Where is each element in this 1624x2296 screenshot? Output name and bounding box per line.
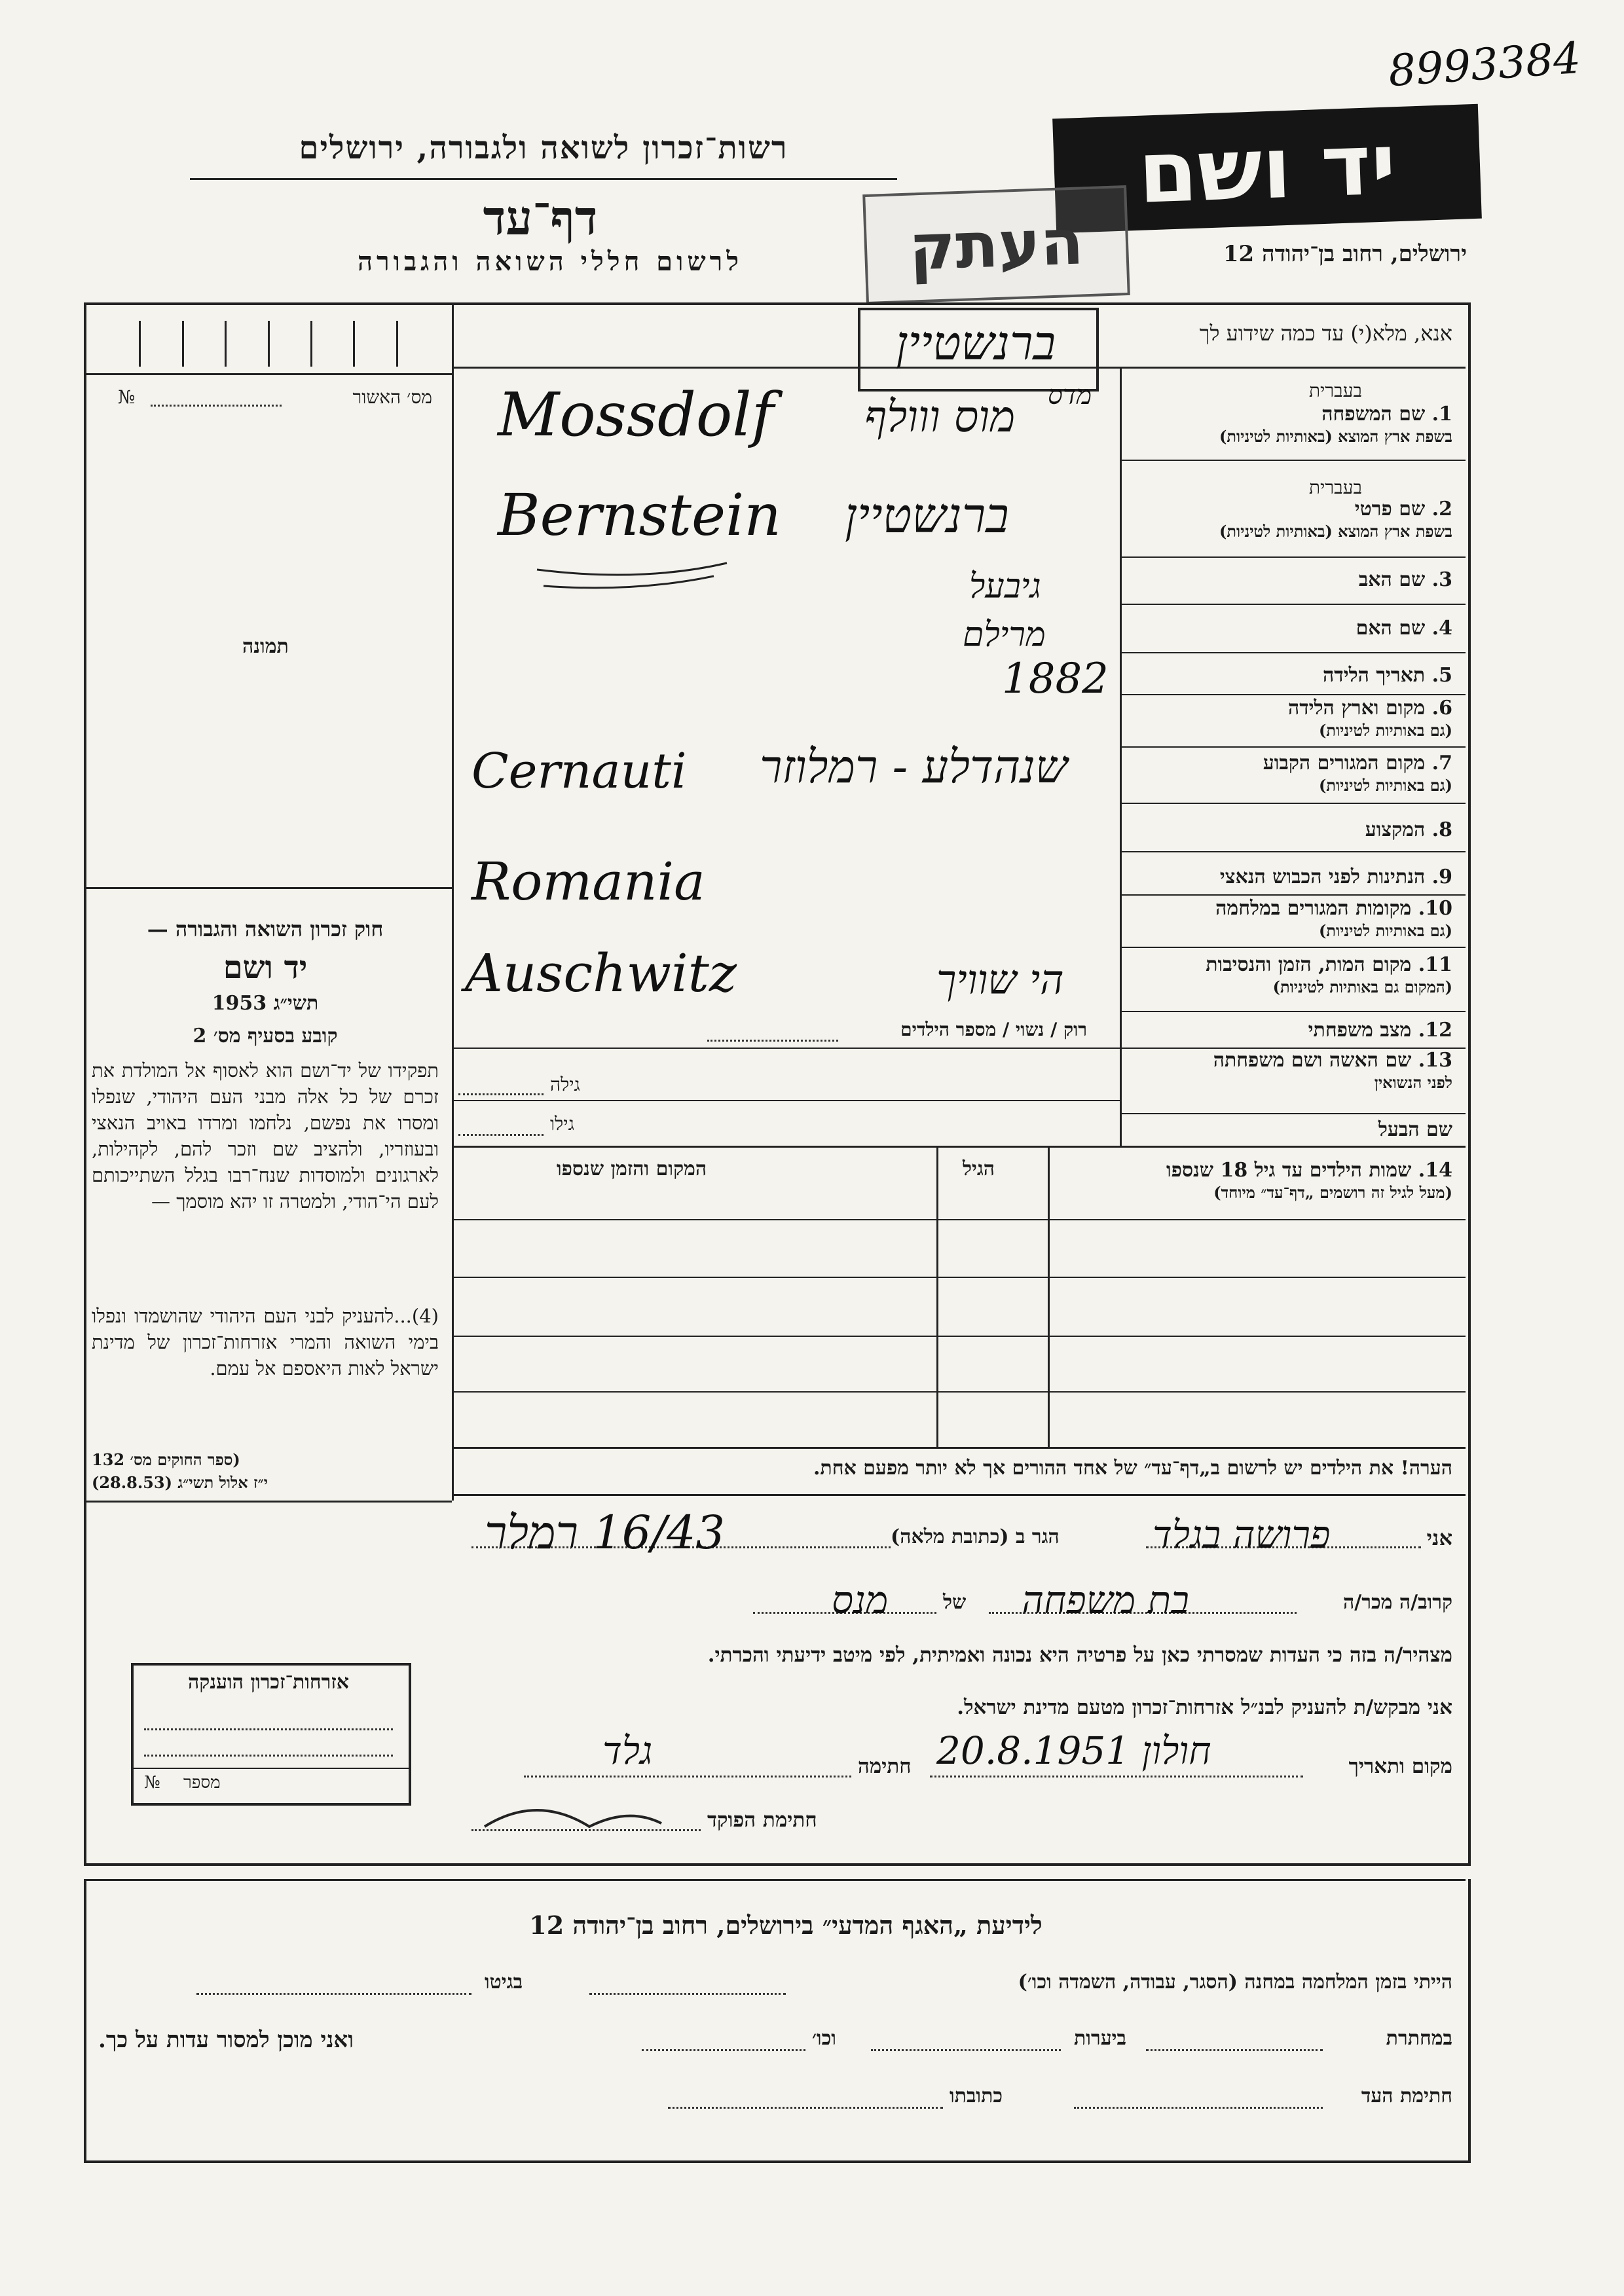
approval-boxes <box>98 321 439 367</box>
mother-name-handwriting: מרילם <box>963 615 1046 655</box>
residence-hebrew-handwriting: שנהדלע - רמלוזר <box>760 740 1068 793</box>
wife-age-label: גילה <box>550 1074 580 1095</box>
footer-witness-sig: חתימת העד <box>1361 2085 1452 2107</box>
address-line: ירושלים, רחוב בן־יהודה 12 <box>1223 241 1467 267</box>
intro-line: אנא, מלא(י) עד כמה שידוע לך <box>1199 321 1452 346</box>
memorial-number-sign: № <box>144 1773 160 1793</box>
field-4-label: 4. שם האם <box>1356 617 1452 640</box>
approval-row-border <box>84 373 452 375</box>
memorial-line-1 <box>144 1728 393 1730</box>
photo-label: תמונה <box>242 635 289 658</box>
father-name-handwriting: גיבעל <box>969 567 1041 606</box>
signature-handwriting: גלד <box>602 1728 653 1773</box>
field-8-border <box>1120 851 1466 852</box>
surname-hebrew-handwriting: מוס ווולף <box>864 392 1016 442</box>
field-11-label: 11. מקום המות, הזמן והנסיבות (המקום גם באותיות לטיניות) <box>1206 953 1452 996</box>
copy-stamp: העתק <box>862 185 1130 304</box>
place-date-label: מקום ותאריך <box>1348 1755 1452 1778</box>
footer-forests: ביערות <box>1074 2027 1127 2050</box>
declarant-address-handwriting: 16/43 רמלר <box>485 1506 725 1559</box>
surname-note-handwriting: מדס <box>1048 380 1092 410</box>
surname-latin-handwriting: Mossdolf <box>498 380 774 450</box>
field-6-label: 6. מקום וארץ הלידה (גם באותיות לטיניות) <box>1287 697 1452 740</box>
memorial-box-title: אזרחות־זכרון הוענקה <box>187 1671 350 1694</box>
label-column-divider <box>1120 367 1122 1146</box>
footer-title: לידיעת „האגף המדעי״ בירושלים, רחוב בן־יהודה 12 <box>529 1910 1043 1940</box>
children-col-divider-2 <box>936 1146 938 1447</box>
yad-vashem-logo: יד ושם <box>1052 104 1482 234</box>
field-10-label: 10. מקומות המגורים במלחמה (גם באותיות לטיניות) <box>1215 897 1452 940</box>
children-row-1 <box>452 1219 1466 1220</box>
declarant-name-handwriting: פרושה בגלד <box>1153 1512 1331 1557</box>
approval-number-sign: № <box>118 386 136 408</box>
surname-copy-handwriting: ברנשטיין <box>895 316 1056 371</box>
field-5-label: 5. תאריך הלידה <box>1323 664 1452 687</box>
approval-number-label: מס׳ האשור <box>352 386 432 408</box>
memorial-line-2 <box>144 1755 393 1757</box>
field-4-border <box>1120 652 1466 653</box>
footer-ready: ואני מוכן למסור עדות על כך. <box>98 2027 354 2053</box>
declaration-i: אני <box>1426 1525 1452 1550</box>
declaration-request: אני מבקש/ת להעניק לבנ״ל אזרחות־זכרון מטעם מדינת ישראל. <box>957 1696 1452 1719</box>
first-name-hebrew-handwriting: ברנשטיין <box>845 488 1009 544</box>
field-1-hebrew-tag: בעברית <box>1308 380 1362 401</box>
footer-camp-dots <box>589 1993 786 1995</box>
field-3-label: 3. שם האב <box>1358 568 1452 591</box>
law-source: (ספר החוקים מס׳ 132 <box>92 1450 240 1469</box>
place-date-dots <box>930 1776 1303 1777</box>
note-border <box>452 1494 1466 1496</box>
field-7-label: 7. מקום המגורים הקבוע (גם באותיות לטיניות) <box>1263 752 1452 795</box>
husband-label: שם הבעל <box>1378 1118 1452 1141</box>
residence-latin-handwriting: Cernauti <box>471 743 687 799</box>
officer-signature-label: חתימת הפוקד <box>707 1808 817 1832</box>
law-clause: קובע בסעיף מס׳ 2 <box>193 1025 338 1048</box>
footer-ghetto: בגיטו <box>485 1971 523 1994</box>
law-name: יד ושם <box>223 949 308 986</box>
declaration-of: של <box>943 1591 967 1614</box>
marital-options: רוק / נשוי / מספר הילדים <box>900 1019 1087 1040</box>
children-row-3 <box>452 1336 1466 1337</box>
memorial-number-label: מספר <box>183 1773 221 1793</box>
children-age-col: הגיל <box>963 1157 995 1180</box>
declaration-resides: הגר ב (כתובת מלאה) <box>891 1525 1060 1548</box>
archive-number: 8993384 <box>1386 32 1583 97</box>
footer-witness-dots <box>1074 2107 1323 2109</box>
children-place-col: המקום והזמן שנספו <box>557 1157 707 1180</box>
field-13-label: 13. שם האשה ושם משפחתה לפני הנשואין <box>1213 1049 1452 1092</box>
law-year: תשי״ג 1953 <box>212 992 319 1015</box>
footer-address-dots <box>668 2107 943 2109</box>
place-date-handwriting: חולון 20.8.1951 <box>936 1728 1211 1773</box>
field-10-border <box>1120 947 1466 948</box>
children-row-4 <box>452 1391 1466 1393</box>
form-title: דף־עד <box>483 190 598 246</box>
law-heading: חוק זכרון השואה והגבורה — <box>147 917 384 941</box>
field-6-border <box>1120 746 1466 748</box>
children-note: הערה! את הילדים יש לרשום ב„דף־עד״ של אחד ההורים אך לא יותר מפעם אחת. <box>813 1457 1452 1480</box>
field-1-border <box>1120 460 1466 461</box>
field-1-num-label: 1. שם המשפחה בשפת ארץ המוצא (באותיות לטיניות) <box>1219 403 1452 446</box>
signature-dots <box>524 1776 851 1777</box>
signature-label: חתימה <box>858 1755 912 1778</box>
field-2-border <box>1120 556 1466 558</box>
field-11-border <box>1120 1011 1466 1012</box>
field-7-border <box>1120 803 1466 804</box>
officer-signature-dots <box>471 1829 701 1831</box>
death-place-hebrew-handwriting: הי שוויך <box>936 956 1064 1004</box>
field-3-border <box>1120 604 1466 605</box>
husband-age-label: גילו <box>550 1113 574 1135</box>
authority-underline <box>190 178 897 180</box>
footer-address: כתובתו <box>950 2085 1003 2107</box>
birth-year-handwriting: 1882 <box>1002 655 1109 703</box>
law-body: תפקידו של יד־ושם הוא לאסוף אל המולדת את זכרם של כל אלה מבני העם היהודי, שנפלו ומסרו את נפשם, נלחמו ומרדו באויב הנאצי ובעוזריו, ולהציב שם וזכר להם, לקהילות, לארגונים ולמוסדות שנח־רבו בגלל השתייכותם לעם הי־הודי, ולמטרה זו יהא מוסמך — <box>92 1059 439 1212</box>
field-2-num-label: 2. שם פרטי בשפת ארץ המוצא (באותיות לטיניות) <box>1219 498 1452 541</box>
footer-ghetto-dots <box>196 1993 471 1995</box>
law-top-border <box>84 887 452 889</box>
children-row-2 <box>452 1277 1466 1278</box>
field-9-label: 9. הנתינות לפני הכבוש הנאצי <box>1219 866 1452 888</box>
first-name-latin-handwriting: Bernstein <box>498 481 781 549</box>
marital-dots <box>707 1040 838 1042</box>
footer-camp-line: הייתי בזמן המלחמה במחנה (הסגר, עבודה, השמדה וכו׳) <box>1018 1971 1452 1994</box>
approval-number-dots <box>151 405 282 407</box>
footer-etc: וכו׳ <box>812 2027 836 2050</box>
field-2-hebrew-tag: בעברית <box>1308 477 1362 498</box>
field-12-label: 12. מצב משפחתי <box>1308 1019 1452 1042</box>
footer-underground-dots <box>1146 2049 1323 2051</box>
left-panel-divider <box>452 302 454 1501</box>
field-5-border <box>1120 694 1466 695</box>
law-bottom-border <box>84 1501 452 1503</box>
children-label: 14. שמות הילדים עד גיל 18 שנספו (מעל לגיל זה רושמים „דף־עד״ מיוחד) <box>1166 1159 1452 1202</box>
field-8-label: 8. המקצוע <box>1365 818 1452 841</box>
husband-border <box>452 1146 1466 1148</box>
field-13-right-border <box>1120 1113 1466 1114</box>
children-col-divider-1 <box>1048 1146 1050 1447</box>
law-source-date: י״ז אלול תשי״ג (28.8.53) <box>92 1473 268 1492</box>
field-13-border <box>452 1100 1120 1101</box>
form-subtitle: לרשום חללי השואה והגבורה <box>357 246 743 277</box>
declaration-relative: קרוב/ה מכר/ה <box>1343 1591 1452 1614</box>
children-table-bottom <box>452 1447 1466 1449</box>
husband-age-dots <box>458 1134 544 1136</box>
wife-age-dots <box>458 1093 544 1095</box>
of-whom-handwriting: מנס <box>832 1578 889 1622</box>
footer-forests-dots <box>871 2049 1061 2051</box>
authority-title: רשות־זכרון לשואה ולגבורה, ירושלים <box>299 130 788 166</box>
field-9-border <box>1120 894 1466 896</box>
nationality-handwriting: Romania <box>471 851 705 912</box>
death-place-latin-handwriting: Auschwitz <box>465 943 737 1004</box>
memorial-number-row <box>131 1768 409 1769</box>
law-body-2: (4)...להעניק לבני העם היהודי שהושמדו ונפלו בימי השואה והמרי אזרחות־זכרון של מדינת ישראל לאות היאספם אל עמם. <box>92 1305 439 1379</box>
relation-handwriting: בת משפחה <box>1022 1578 1189 1622</box>
footer-underground: במחתרת <box>1386 2027 1452 2050</box>
footer-etc-dots <box>642 2049 805 2051</box>
declaration-statement: מצהיר/ה בזה כי העדות שמסרתי כאן על פרטיה היא נכונה ואמיתית, לפי מיטב ידיעתי והכרתי. <box>707 1643 1452 1667</box>
